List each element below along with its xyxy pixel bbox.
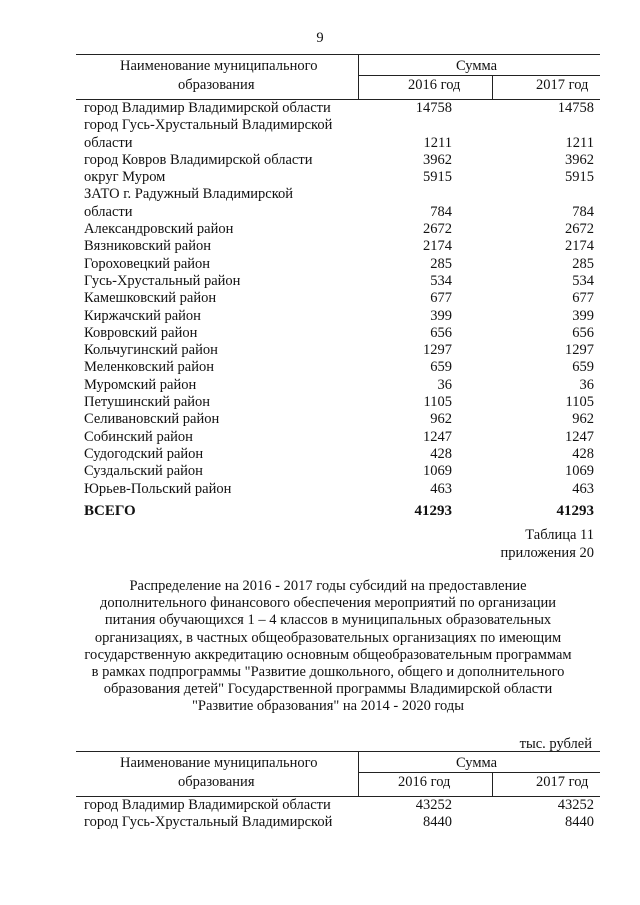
table-row <box>76 411 600 428</box>
header-sum: Сумма <box>456 58 498 74</box>
municipality-name <box>84 342 218 359</box>
header-name-line2: образования <box>178 774 255 790</box>
amount-2016: 659 <box>430 359 452 376</box>
municipality-name-line: Юрьев-Польский район <box>84 480 232 497</box>
municipality-name <box>84 186 293 221</box>
amount-2016: 962 <box>430 411 452 428</box>
amount-2016: 1297 <box>423 342 452 359</box>
amount-2016: 1069 <box>423 463 452 480</box>
table-body <box>76 797 600 832</box>
amount-2017: 399 <box>572 307 594 324</box>
total-row <box>76 498 600 524</box>
header-name-line1: Наименование муниципального <box>120 58 318 74</box>
amount-2017: 463 <box>572 480 594 497</box>
municipality-name <box>84 169 165 186</box>
municipality-name <box>84 100 331 117</box>
amount-2016: 3962 <box>423 151 452 168</box>
amount-2016: 784 <box>430 203 452 220</box>
municipality-name-line: Александровский район <box>84 221 234 238</box>
title-line: Распределение на 2016 - 2017 годы субсидий на предоставление <box>129 578 527 594</box>
amount-2017: 1297 <box>565 342 594 359</box>
municipality-name-line: Кольчугинский район <box>84 342 218 359</box>
table-header <box>76 54 600 100</box>
municipality-name <box>84 814 332 831</box>
municipality-name-line: Петушинский район <box>84 394 211 411</box>
unit-label: тыс. рублей <box>519 736 592 752</box>
municipality-name <box>84 273 240 290</box>
table-body <box>76 100 600 524</box>
municipality-name-line: Киржачский район <box>84 307 201 324</box>
amount-2016: 8440 <box>423 814 452 831</box>
amount-2016: 1211 <box>423 134 452 151</box>
table-row <box>76 186 600 221</box>
municipality-name <box>84 377 196 394</box>
table-row <box>76 446 600 463</box>
amount-2017: 1211 <box>565 134 594 151</box>
total-2017: 41293 <box>556 502 594 519</box>
municipality-name <box>84 290 216 307</box>
amount-2017: 14758 <box>557 100 594 116</box>
table-row <box>76 463 600 480</box>
amount-2017: 5915 <box>565 169 594 186</box>
municipality-name <box>84 256 210 273</box>
municipality-name-line: город Ковров Владимирской области <box>84 151 313 168</box>
page-number: 9 <box>316 30 324 46</box>
municipality-name-line: Селивановский район <box>84 411 220 428</box>
amount-2016: 534 <box>430 272 452 289</box>
amount-2017: 428 <box>572 445 594 462</box>
municipality-name-line: области <box>84 203 133 220</box>
amount-2016: 399 <box>430 307 452 324</box>
table-row <box>76 256 600 273</box>
title-line: питания обучающихся 1 – 4 классов в муниципальных образовательных <box>104 612 552 629</box>
municipality-name-line: Вязниковский район <box>84 238 211 255</box>
title-line: в рамках подпрограммы "Развитие дошкольного, общего и дополнительного <box>91 664 565 681</box>
table-row <box>76 308 600 325</box>
municipality-name <box>84 238 211 255</box>
title-line: государственную аккредитацию основным общеобразовательным программам <box>84 646 572 663</box>
table-row <box>76 814 600 831</box>
amount-2016: 285 <box>430 255 452 272</box>
amount-2016: 2174 <box>423 238 452 255</box>
amount-2017: 3962 <box>565 151 594 168</box>
amount-2017: 8440 <box>565 814 594 831</box>
municipality-name <box>84 481 231 498</box>
table-row <box>76 273 600 290</box>
document-title <box>60 578 596 716</box>
municipality-name-line: Ковровский район <box>84 324 198 341</box>
municipality-name <box>84 446 203 463</box>
table-caption-appendix: приложения 20 <box>500 545 594 561</box>
table-row <box>76 325 600 342</box>
table-row <box>76 394 600 411</box>
title-line: дополнительного финансового обеспечения мероприятий по организации <box>99 595 557 612</box>
amount-2017: 677 <box>572 290 594 307</box>
amount-2017: 656 <box>572 324 594 341</box>
municipality-name <box>84 394 210 411</box>
amount-2016: 1247 <box>423 428 452 445</box>
amount-2016: 36 <box>437 376 452 393</box>
title-line: образования детей" Государственной программы Владимирской области <box>103 681 553 698</box>
amount-2017: 2174 <box>565 238 594 255</box>
amount-2016: 14758 <box>415 100 452 116</box>
municipality-name <box>84 117 332 152</box>
municipality-name-line: город Гусь-Хрустальный Владимирской <box>84 814 333 831</box>
amount-2016: 2672 <box>423 221 452 238</box>
header-2016: 2016 год <box>408 77 461 93</box>
municipality-name-line: город Владимир Владимирской области <box>84 100 331 116</box>
municipality-name <box>84 411 219 428</box>
header-2016: 2016 год <box>398 774 451 790</box>
municipality-name-line: округ Муром <box>84 169 166 186</box>
amount-2017: 962 <box>572 411 594 428</box>
municipality-name-line: город Владимир Владимирской области <box>84 797 331 813</box>
municipality-name-line: Судогодский район <box>84 445 204 462</box>
header-name-line2: образования <box>178 77 255 93</box>
municipality-name-line: Суздальский район <box>84 463 203 480</box>
municipality-name-line: Муромский район <box>84 376 197 393</box>
amount-2016: 43252 <box>415 797 452 813</box>
municipality-name <box>84 308 201 325</box>
municipality-name <box>84 797 331 814</box>
amount-2017: 534 <box>572 272 594 289</box>
amount-2017: 1105 <box>565 394 594 411</box>
header-sum: Сумма <box>456 755 498 771</box>
table-caption-number: Таблица 11 <box>525 527 594 543</box>
municipality-name <box>84 463 203 480</box>
amount-2016: 5915 <box>423 169 452 186</box>
table-row <box>76 221 600 238</box>
municipality-name-line: области <box>84 134 133 151</box>
amount-2016: 463 <box>430 480 452 497</box>
municipality-name <box>84 325 197 342</box>
municipality-name-line: Гороховецкий район <box>84 255 211 272</box>
header-2017: 2017 год <box>536 77 589 93</box>
amount-2017: 2672 <box>565 221 594 238</box>
title-line: "Развитие образования" на 2014 - 2020 годы <box>191 698 464 715</box>
subsidy-table-1 <box>76 54 600 524</box>
table-row <box>76 117 600 152</box>
table-row <box>76 100 600 117</box>
municipality-name-line: Меленковский район <box>84 359 214 376</box>
table-row <box>76 429 600 446</box>
table-row <box>76 169 600 186</box>
total-label: ВСЕГО <box>84 502 136 519</box>
amount-2017: 36 <box>579 376 594 393</box>
municipality-name-line: ЗАТО г. Радужный Владимирской <box>84 186 294 203</box>
subsidy-table-2 <box>76 751 600 832</box>
municipality-name <box>84 152 312 169</box>
title-line: организациях, в частных общеобразовательных организациях по имеющим <box>94 629 562 646</box>
amount-2017: 1247 <box>565 428 594 445</box>
municipality-name <box>84 221 233 238</box>
amount-2017: 43252 <box>557 797 594 813</box>
table-row <box>76 152 600 169</box>
municipality-name <box>84 359 214 376</box>
header-name-line1: Наименование муниципального <box>120 755 318 771</box>
amount-2017: 784 <box>572 203 594 220</box>
amount-2016: 656 <box>430 324 452 341</box>
amount-2016: 677 <box>430 290 452 307</box>
municipality-name-line: Собинский район <box>84 428 193 445</box>
amount-2017: 659 <box>572 359 594 376</box>
municipality-name-line: город Гусь-Хрустальный Владимирской <box>84 117 333 134</box>
table-row <box>76 238 600 255</box>
table-row <box>76 481 600 498</box>
table-row <box>76 377 600 394</box>
table-row <box>76 359 600 376</box>
table-row <box>76 342 600 359</box>
total-2016: 41293 <box>414 502 452 519</box>
table-row <box>76 290 600 307</box>
table-row <box>76 797 600 814</box>
municipality-name-line: Гусь-Хрустальный район <box>84 272 241 289</box>
table-header <box>76 751 600 797</box>
header-2017: 2017 год <box>536 774 589 790</box>
amount-2016: 428 <box>430 445 452 462</box>
amount-2017: 1069 <box>565 463 594 480</box>
amount-2017: 285 <box>572 255 594 272</box>
municipality-name-line: Камешковский район <box>84 290 217 307</box>
amount-2016: 1105 <box>423 394 452 411</box>
municipality-name <box>84 429 193 446</box>
